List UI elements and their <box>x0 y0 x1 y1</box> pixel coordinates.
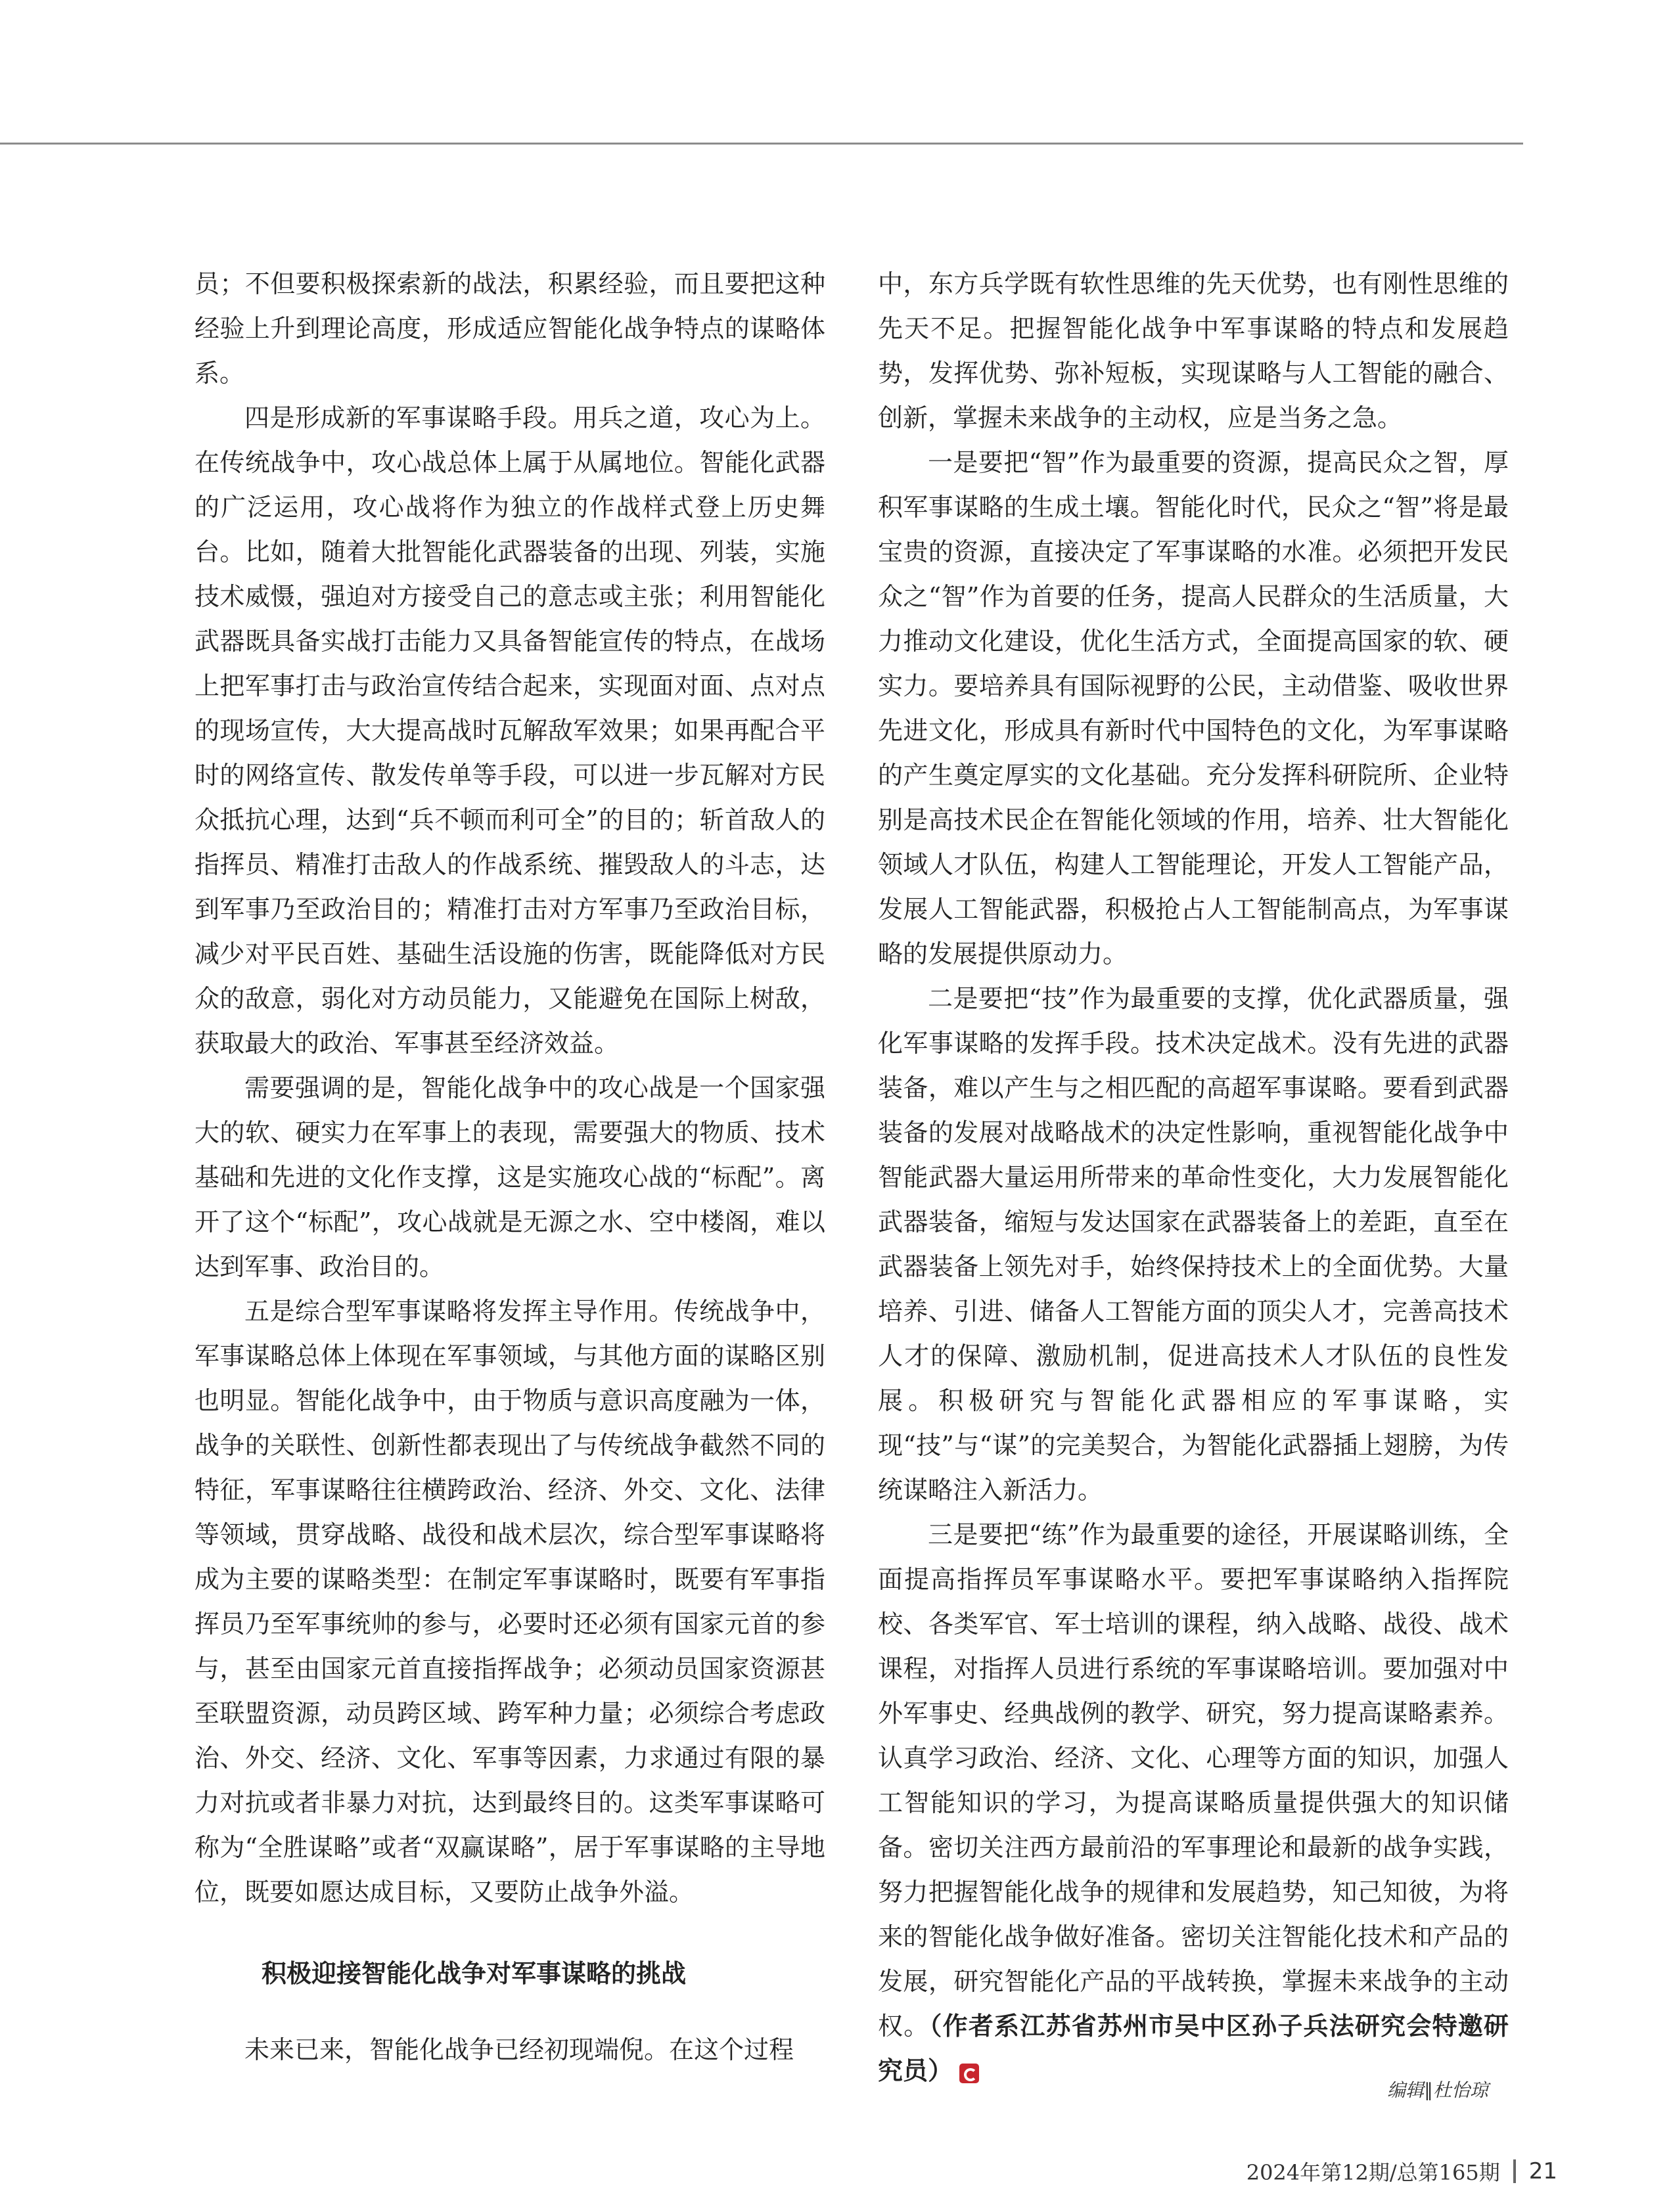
paragraph-text: 三是要把“练”作为最重要的途径，开展谋略训练，全面提高指挥员军事谋略水平。要把军事谋略纳入指挥院校、各类军官、军士培训的课程，纳入战略、战役、战术课程，对指挥人员进行系统的军事谋略培训。要加强对中外军事史、经典战例的教学、研究，努力提高谋略素养。认真学习政治、经济、文化、心理等方面的知识，加强人工智能知识的学习，为提高谋略质量提供强大的知识储备。密切关注西方最前沿的军事理论和最新的战争实践，努力把握智能化战争的规律和发展趋势，知己知彼，为将来的智能化战争做好准备。密切关注智能化技术和产品的发展，研究智能化产品的平战转换，掌握未来战争的主动权。 <box>878 1520 1509 2041</box>
paragraph: 员；不但要积极探索新的战法，积累经验，而且要把这种经验上升到理论高度，形成适应智能化战争特点的谋略体系。 <box>194 269 825 388</box>
author-note: （作者系江苏省苏州市吴中区孙子兵法研究会特邀研究员） <box>878 2012 1509 2085</box>
page-footer <box>1246 2156 1557 2186</box>
paragraph-last <box>878 1512 1509 2093</box>
left-column <box>194 261 825 2072</box>
top-rule <box>0 143 1523 145</box>
paragraph: 一是要把“智”作为最重要的资源，提高民众之智，厚积军事谋略的生成土壤。智能化时代，民众之“智”将是最宝贵的资源，直接决定了军事谋略的水准。必须把开发民众之“智”作为首要的任务，提高人民群众的生活质量，大力推动文化建设，优化生活方式，全面提高国家的软、硬实力。要培养具有国际视野的公民，主动借鉴、吸收世界先进文化，形成具有新时代中国特色的文化，为军事谋略的产生奠定厚实的文化基础。充分发挥科研院所、企业特别是高技术民企在智能化领域的作用，培养、壮大智能化领域人才队伍，构建人工智能理论，开发人工智能产品，发展人工智能武器，积极抢占人工智能制高点，为军事谋略的发展提供原动力。 <box>878 448 1509 968</box>
issue-info: 2024年第12期/总第165期 <box>1246 2160 1500 2185</box>
paragraph: 四是形成新的军事谋略手段。用兵之道，攻心为上。在传统战争中，攻心战总体上属于从属地位。智能化武器的广泛运用，攻心战将作为独立的作战样式登上历史舞台。比如，随着大批智能化武器装备的出现、列装，实施技术威慑，强迫对方接受自己的意志或主张；利用智能化武器既具备实战打击能力又具备智能宣传的特点，在战场上把军事打击与政治宣传结合起来，实现面对面、点对点的现场宣传，大大提高战时瓦解敌军效果；如果再配合平时的网络宣传、散发传单等手段，可以进一步瓦解对方民众抵抗心理，达到“兵不顿而利可全”的目的；斩首敌人的指挥员、精准打击敌人的作战系统、摧毁敌人的斗志，达到军事乃至政治目的；精准打击对方军事乃至政治目标，减少对平民百姓、基础生活设施的伤害，既能降低对方民众的敌意，弱化对方动员能力，又能避免在国际上树敌，获取最大的政治、军事甚至经济效益。 <box>194 403 825 1058</box>
section-heading: 积极迎接智能化战争对军事谋略的挑战 <box>262 1959 687 1988</box>
footer-divider <box>1513 2159 1516 2183</box>
paragraph: 未来已来，智能化战争已经初现端倪。在这个过程 <box>244 2035 794 2064</box>
paragraph: 五是综合型军事谋略将发挥主导作用。传统战争中，军事谋略总体上体现在军事领域，与其他方面的谋略区别也明显。智能化战争中，由于物质与意识高度融为一体，战争的关联性、创新性都表现出了与传统战争截然不同的特征，军事谋略往往横跨政治、经济、外交、文化、法律等领域，贯穿战略、战役和战术层次，综合型军事谋略将成为主要的谋略类型：在制定军事谋略时，既要有军事指挥员乃至军事统帅的参与，必要时还必须有国家元首的参与，甚至由国家元首直接指挥战争；必须动员国家资源甚至联盟资源，动员跨区域、跨军种力量；必须综合考虑政治、外交、经济、文化、军事等因素，力求通过有限的暴力对抗或者非暴力对抗，达到最终目的。这类军事谋略可称为“全胜谋略”或者“双赢谋略”，居于军事谋略的主导地位，既要如愿达成目标，又要防止战争外溢。 <box>194 1297 825 1907</box>
editor-credit: 编辑∥杜怡琼 <box>1386 2079 1488 2101</box>
paragraph: 二是要把“技”作为最重要的支撑，优化武器质量，强化军事谋略的发挥手段。技术决定战术。没有先进的武器装备，难以产生与之相匹配的高超军事谋略。要看到武器装备的发展对战略战术的决定性影响，重视智能化战争中智能武器大量运用所带来的革命性变化，大力发展智能化武器装备，缩短与发达国家在武器装备上的差距，直至在武器装备上领先对手，始终保持技术上的全面优势。大量培养、引进、储备人工智能方面的顶尖人才，完善高技术人才的保障、激励机制，促进高技术人才队伍的良性发展。积极研究与智能化武器相应的军事谋略，实现“技”与“谋”的完美契合，为智能化武器插上翅膀，为传统谋略注入新活力。 <box>878 984 1509 1504</box>
publication-logo-icon <box>959 2064 979 2083</box>
page-number: 21 <box>1528 2158 1557 2184</box>
paragraph: 需要强调的是，智能化战争中的攻心战是一个国家强大的软、硬实力在军事上的表现，需要强大的物质、技术基础和先进的文化作支撑，这是实施攻心战的“标配”。离开了这个“标配”，攻心战就是无源之水、空中楼阁，难以达到军事、政治目的。 <box>194 1073 825 1281</box>
paragraph: 中，东方兵学既有软性思维的先天优势，也有刚性思维的先天不足。把握智能化战争中军事谋略的特点和发展趋势，发挥优势、弥补短板，实现谋略与人工智能的融合、创新，掌握未来战争的主动权，应是当务之急。 <box>878 269 1509 432</box>
right-column <box>878 261 1509 2093</box>
